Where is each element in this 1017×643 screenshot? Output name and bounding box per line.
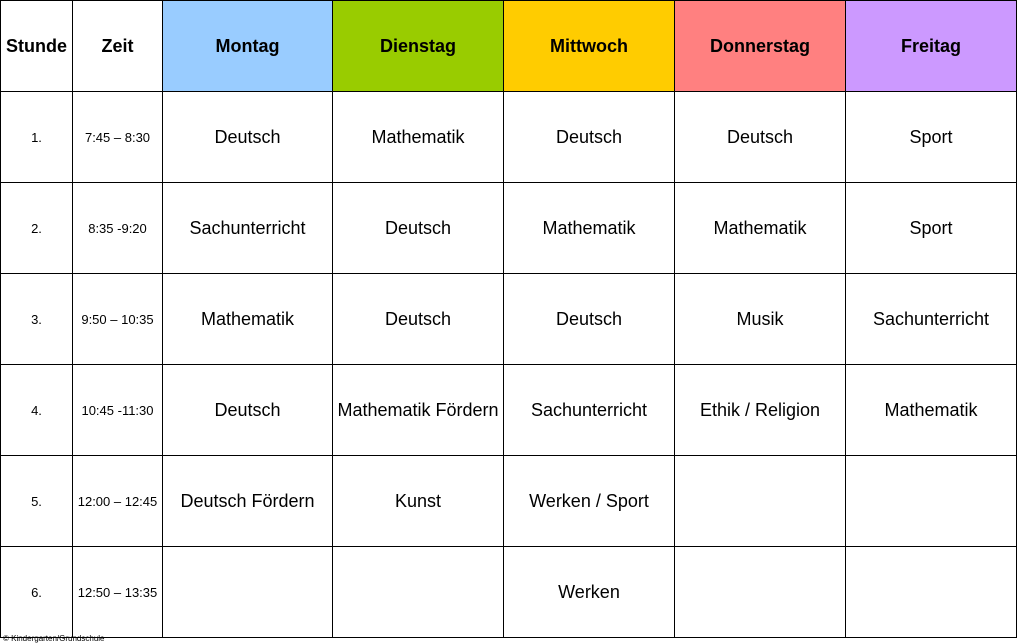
copyright-footer: © Kindergarten/Grundschule	[3, 634, 105, 643]
table-row	[1, 274, 1017, 365]
lesson-time: 7:45 – 8:30	[73, 92, 163, 183]
subject-cell: Mathematik	[846, 365, 1017, 456]
subject-cell	[675, 547, 846, 638]
subject-cell: Deutsch	[504, 274, 675, 365]
subject-cell: Mathematik	[333, 92, 504, 183]
header-stunde: Stunde	[1, 1, 73, 92]
header-montag: Montag	[163, 1, 333, 92]
lesson-time: 12:00 – 12:45	[73, 456, 163, 547]
lesson-number: 6.	[1, 547, 73, 638]
subject-cell: Kunst	[333, 456, 504, 547]
subject-cell: Sport	[846, 183, 1017, 274]
subject-cell: Mathematik	[163, 274, 333, 365]
subject-cell	[846, 547, 1017, 638]
lesson-number: 2.	[1, 183, 73, 274]
table-row	[1, 456, 1017, 547]
subject-cell: Mathematik	[504, 183, 675, 274]
table-row	[1, 183, 1017, 274]
header-freitag: Freitag	[846, 1, 1017, 92]
lesson-time: 12:50 – 13:35	[73, 547, 163, 638]
subject-cell	[333, 547, 504, 638]
subject-cell: Deutsch	[333, 183, 504, 274]
header-dienstag: Dienstag	[333, 1, 504, 92]
subject-cell: Werken	[504, 547, 675, 638]
subject-cell: Ethik / Religion	[675, 365, 846, 456]
subject-cell: Deutsch	[504, 92, 675, 183]
lesson-number: 3.	[1, 274, 73, 365]
table-row	[1, 547, 1017, 638]
header-mittwoch: Mittwoch	[504, 1, 675, 92]
lesson-number: 4.	[1, 365, 73, 456]
subject-cell: Deutsch Fördern	[163, 456, 333, 547]
subject-cell	[846, 456, 1017, 547]
lesson-time: 9:50 – 10:35	[73, 274, 163, 365]
header-row	[1, 1, 1017, 92]
header-donnerstag: Donnerstag	[675, 1, 846, 92]
subject-cell: Deutsch	[675, 92, 846, 183]
lesson-number: 1.	[1, 92, 73, 183]
subject-cell: Deutsch	[163, 92, 333, 183]
subject-cell: Sachunterricht	[846, 274, 1017, 365]
subject-cell: Deutsch	[163, 365, 333, 456]
lesson-time: 10:45 -11:30	[73, 365, 163, 456]
subject-cell: Musik	[675, 274, 846, 365]
subject-cell: Sport	[846, 92, 1017, 183]
subject-cell: Werken / Sport	[504, 456, 675, 547]
lesson-number: 5.	[1, 456, 73, 547]
subject-cell: Sachunterricht	[163, 183, 333, 274]
subject-cell	[163, 547, 333, 638]
lesson-time: 8:35 -9:20	[73, 183, 163, 274]
table-row	[1, 92, 1017, 183]
subject-cell: Deutsch	[333, 274, 504, 365]
table-row	[1, 365, 1017, 456]
subject-cell: Sachunterricht	[504, 365, 675, 456]
subject-cell: Mathematik Fördern	[333, 365, 504, 456]
header-zeit: Zeit	[73, 1, 163, 92]
subject-cell: Mathematik	[675, 183, 846, 274]
subject-cell	[675, 456, 846, 547]
